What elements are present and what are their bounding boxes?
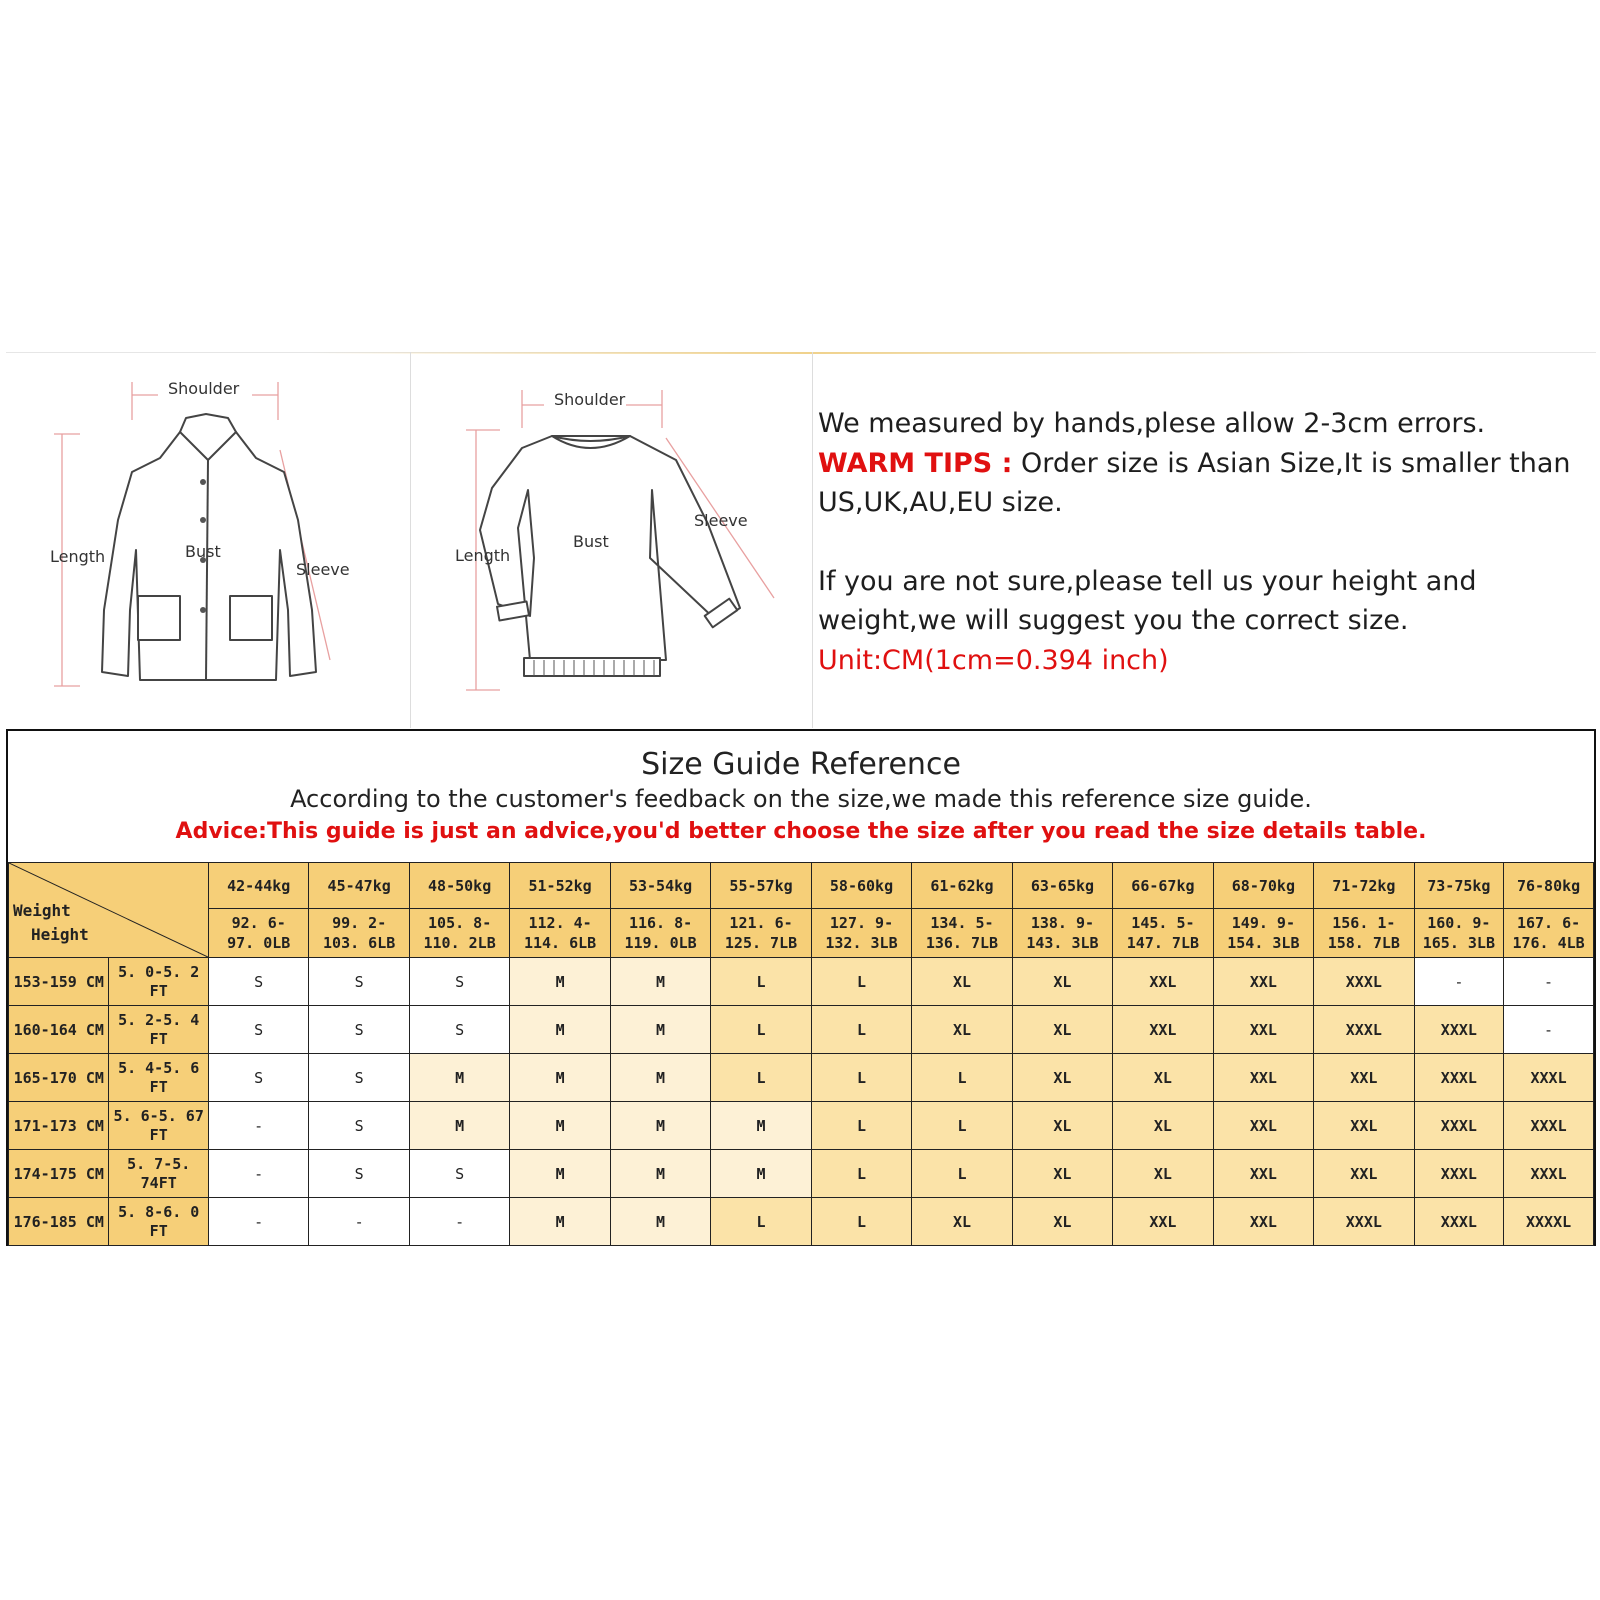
table-row <box>9 958 1594 1006</box>
size-cell: L <box>711 1198 811 1246</box>
top-accent-line <box>310 352 1310 354</box>
height-cm-cell: 176-185 CM <box>9 1198 109 1246</box>
size-cell: XXXL <box>1414 1150 1504 1198</box>
weight-lb-part: 92. 6- <box>231 914 286 932</box>
size-cell: XXXL <box>1504 1150 1594 1198</box>
size-cell: S <box>309 1102 409 1150</box>
weight-lb-header <box>1504 909 1594 958</box>
size-cell: L <box>912 1150 1012 1198</box>
size-cell: XXL <box>1314 1150 1414 1198</box>
weight-lb-part: 103. 6LB <box>323 934 396 952</box>
size-cell: - <box>208 1150 308 1198</box>
size-cell: XXL <box>1213 1006 1313 1054</box>
size-cell: S <box>208 1006 308 1054</box>
size-cell: XL <box>1012 1102 1112 1150</box>
height-cm-cell: 160-164 CM <box>9 1006 109 1054</box>
size-cell: XXXL <box>1414 1054 1504 1102</box>
size-cell: XXL <box>1314 1102 1414 1150</box>
table-row <box>9 1150 1594 1198</box>
weight-lb-header <box>510 909 610 958</box>
weight-lb-part: 125. 7LB <box>724 934 798 952</box>
measurement-notes <box>818 404 1588 680</box>
size-cell: XXL <box>1213 1198 1313 1246</box>
weight-lb-part: 119. 0LB <box>624 934 697 952</box>
size-cell: M <box>610 1006 710 1054</box>
weight-lb-header <box>811 909 911 958</box>
size-cell: S <box>208 1054 308 1102</box>
weight-kg-header: 61-62kg <box>912 863 1012 909</box>
size-cell: M <box>510 1198 610 1246</box>
weight-kg-row <box>9 863 1594 909</box>
weight-lb-part: 160. 9- <box>1427 914 1491 932</box>
weight-lb-part: 99. 2- <box>332 914 387 932</box>
size-cell: XXXL <box>1504 1102 1594 1150</box>
sweater-illustration <box>440 360 790 700</box>
size-cell: M <box>610 1198 710 1246</box>
size-cell: M <box>409 1102 509 1150</box>
size-cell: XXL <box>1314 1054 1414 1102</box>
height-ft-cell: 5. 4-5. 6 FT <box>109 1054 208 1102</box>
jacket-shoulder-label: Shoulder <box>168 379 240 398</box>
size-cell: M <box>610 958 710 1006</box>
size-guide-title: Size Guide Reference <box>641 747 961 782</box>
size-cell: S <box>309 958 409 1006</box>
measurement-error-note: We measured by hands,plese allow 2-3cm errors. <box>818 408 1486 439</box>
weight-lb-part: 112. 4- <box>528 914 592 932</box>
table-row <box>9 1006 1594 1054</box>
size-cell: L <box>811 1054 911 1102</box>
weight-lb-part: 138. 9- <box>1030 914 1095 932</box>
size-cell: XXXL <box>1414 1006 1504 1054</box>
size-cell: S <box>309 1006 409 1054</box>
weight-lb-header <box>912 909 1012 958</box>
size-cell: L <box>711 1006 811 1054</box>
jacket-bust-label: Bust <box>185 542 221 561</box>
weight-kg-header: 48-50kg <box>409 863 509 909</box>
weight-lb-part: 149. 9- <box>1231 914 1295 932</box>
size-cell: M <box>610 1150 710 1198</box>
weight-kg-header: 68-70kg <box>1213 863 1313 909</box>
size-cell: M <box>711 1150 811 1198</box>
size-cell: XXXL <box>1314 958 1414 1006</box>
weight-kg-header: 42-44kg <box>208 863 308 909</box>
size-cell: L <box>811 1102 911 1150</box>
weight-lb-part: 114. 6LB <box>523 934 597 952</box>
height-ft-cell: 5. 6-5. 67 FT <box>109 1102 208 1150</box>
weight-lb-part: 121. 6- <box>729 914 793 932</box>
size-cell: M <box>510 1006 610 1054</box>
weight-kg-header: 66-67kg <box>1113 863 1213 909</box>
size-cell: S <box>409 1006 509 1054</box>
size-cell: L <box>811 1198 911 1246</box>
size-cell: L <box>811 1006 911 1054</box>
size-cell: XL <box>1012 1006 1112 1054</box>
warm-tips-label: WARM TIPS : <box>818 447 1013 479</box>
weight-lb-part: 132. 3LB <box>825 934 898 952</box>
size-cell: XXXL <box>1414 1198 1504 1246</box>
size-cell: XL <box>1012 1054 1112 1102</box>
weight-lb-part: 127. 9- <box>829 914 894 932</box>
size-cell: XXXL <box>1314 1006 1414 1054</box>
height-ft-cell: 5. 0-5. 2 FT <box>109 958 208 1006</box>
size-cell: XXL <box>1213 958 1313 1006</box>
size-guide-subtitle: According to the customer's feedback on the size,we made this reference size guide. <box>290 785 1312 813</box>
weight-lb-row <box>9 909 1594 958</box>
size-cell: XL <box>1113 1102 1213 1150</box>
size-cell: M <box>510 1150 610 1198</box>
weight-lb-header <box>1213 909 1313 958</box>
size-cell: XL <box>912 1198 1012 1246</box>
size-cell: XXXL <box>1414 1102 1504 1150</box>
sweater-shoulder-label: Shoulder <box>554 390 626 409</box>
jacket-length-label: Length <box>50 547 106 566</box>
size-cell: L <box>811 1150 911 1198</box>
not-sure-note-2: weight,we will suggest you the correct size. <box>818 605 1409 636</box>
size-cell: - <box>309 1198 409 1246</box>
weight-kg-header: 73-75kg <box>1414 863 1504 909</box>
size-cell: M <box>610 1102 710 1150</box>
weight-lb-part: 143. 3LB <box>1026 934 1099 952</box>
weight-lb-part: 158. 7LB <box>1327 934 1400 952</box>
size-cell: XL <box>1113 1150 1213 1198</box>
weight-lb-part: 105. 8- <box>428 914 492 932</box>
weight-lb-header <box>1414 909 1504 958</box>
weight-lb-part: 147. 7LB <box>1126 934 1200 952</box>
weight-lb-header <box>1314 909 1414 958</box>
height-ft-cell: 5. 8-6. 0 FT <box>109 1198 208 1246</box>
size-cell: - <box>1504 958 1594 1006</box>
corner-height-label: Height <box>31 925 89 944</box>
weight-kg-header: 58-60kg <box>811 863 911 909</box>
not-sure-note-1: If you are not sure,please tell us your height and <box>818 565 1477 597</box>
size-cell: S <box>208 958 308 1006</box>
warm-tips-text: Order size is Asian Size,It is smaller than <box>1012 447 1571 479</box>
size-cell: XXL <box>1213 1150 1313 1198</box>
weight-lb-header <box>610 909 710 958</box>
panel-divider <box>410 352 411 728</box>
weight-lb-header <box>409 909 509 958</box>
weight-lb-part: 165. 3LB <box>1422 934 1495 952</box>
size-cell: XL <box>912 1006 1012 1054</box>
size-cell: L <box>711 1054 811 1102</box>
weight-lb-part: 145. 5- <box>1131 914 1195 932</box>
size-cell: M <box>409 1054 509 1102</box>
sweater-bust-label: Bust <box>573 532 609 551</box>
unit-note: Unit:CM(1cm=0.394 inch) <box>818 644 1169 676</box>
size-cell: XL <box>1113 1054 1213 1102</box>
size-guide <box>6 729 1596 1246</box>
weight-kg-header: 71-72kg <box>1314 863 1414 909</box>
warm-tips-text-2: US,UK,AU,EU size. <box>818 487 1063 518</box>
weight-lb-header <box>1012 909 1112 958</box>
size-cell: M <box>510 958 610 1006</box>
weight-kg-header: 76-80kg <box>1504 863 1594 909</box>
size-guide-advice: Advice:This guide is just an advice,you'd better choose the size after you read the size details table. <box>175 819 1427 844</box>
size-cell: XXXXL <box>1504 1198 1594 1246</box>
weight-kg-header: 45-47kg <box>309 863 409 909</box>
size-cell: XXL <box>1113 1006 1213 1054</box>
jacket-illustration <box>40 360 370 700</box>
size-cell: XXXL <box>1504 1054 1594 1102</box>
height-cm-cell: 171-173 CM <box>9 1102 109 1150</box>
warm-tips <box>818 444 1588 484</box>
size-cell: S <box>309 1054 409 1102</box>
weight-lb-part: 97. 0LB <box>227 934 291 952</box>
weight-lb-part: 136. 7LB <box>925 934 999 952</box>
weight-lb-header <box>208 909 308 958</box>
table-row <box>9 1198 1594 1246</box>
weight-lb-part: 176. 4LB <box>1512 934 1585 952</box>
height-cm-cell: 174-175 CM <box>9 1150 109 1198</box>
height-ft-cell: 5. 2-5. 4 FT <box>109 1006 208 1054</box>
weight-kg-header: 55-57kg <box>711 863 811 909</box>
size-cell: M <box>711 1102 811 1150</box>
size-cell: M <box>510 1102 610 1150</box>
weight-lb-part: 156. 1- <box>1332 914 1396 932</box>
size-table <box>8 862 1594 1246</box>
table-row <box>9 1054 1594 1102</box>
size-cell: XL <box>1012 1150 1112 1198</box>
height-cm-cell: 165-170 CM <box>9 1054 109 1102</box>
sweater-sleeve-label: Sleeve <box>694 511 748 530</box>
size-cell: S <box>409 958 509 1006</box>
weight-kg-header: 63-65kg <box>1012 863 1112 909</box>
size-cell: M <box>510 1054 610 1102</box>
weight-lb-part: 134. 5- <box>930 914 994 932</box>
size-cell: L <box>912 1102 1012 1150</box>
weight-kg-header: 53-54kg <box>610 863 710 909</box>
size-cell: L <box>711 958 811 1006</box>
size-cell: - <box>409 1198 509 1246</box>
weight-lb-part: 116. 8- <box>628 914 693 932</box>
weight-lb-header <box>711 909 811 958</box>
panel-divider <box>812 352 813 728</box>
size-cell: XL <box>1012 958 1112 1006</box>
size-cell: XXL <box>1213 1102 1313 1150</box>
size-cell: XXXL <box>1314 1198 1414 1246</box>
weight-lb-header <box>1113 909 1213 958</box>
sweater-diagram <box>440 360 790 700</box>
size-cell: - <box>208 1102 308 1150</box>
height-cm-cell: 153-159 CM <box>9 958 109 1006</box>
size-cell: - <box>1504 1006 1594 1054</box>
size-cell: L <box>811 958 911 1006</box>
table-row <box>9 1102 1594 1150</box>
weight-kg-header: 51-52kg <box>510 863 610 909</box>
weight-lb-header <box>309 909 409 958</box>
size-cell: XL <box>912 958 1012 1006</box>
jacket-sleeve-label: Sleeve <box>296 560 350 579</box>
size-guide-header <box>8 731 1594 862</box>
corner-weight-label: Weight <box>13 901 71 920</box>
height-ft-cell: 5. 7-5. 74FT <box>109 1150 208 1198</box>
size-cell: - <box>208 1198 308 1246</box>
size-cell: - <box>1414 958 1504 1006</box>
size-cell: XXL <box>1213 1054 1313 1102</box>
size-cell: L <box>912 1054 1012 1102</box>
size-cell: XL <box>1012 1198 1112 1246</box>
weight-lb-part: 154. 3LB <box>1227 934 1300 952</box>
size-cell: M <box>610 1054 710 1102</box>
size-cell: XXL <box>1113 958 1213 1006</box>
size-cell: S <box>309 1150 409 1198</box>
jacket-diagram <box>40 360 370 700</box>
size-cell: S <box>409 1150 509 1198</box>
table-corner <box>9 863 209 958</box>
size-cell: XXL <box>1113 1198 1213 1246</box>
weight-lb-part: 167. 6- <box>1516 914 1581 932</box>
weight-lb-part: 110. 2LB <box>423 934 496 952</box>
sweater-length-label: Length <box>455 546 511 565</box>
